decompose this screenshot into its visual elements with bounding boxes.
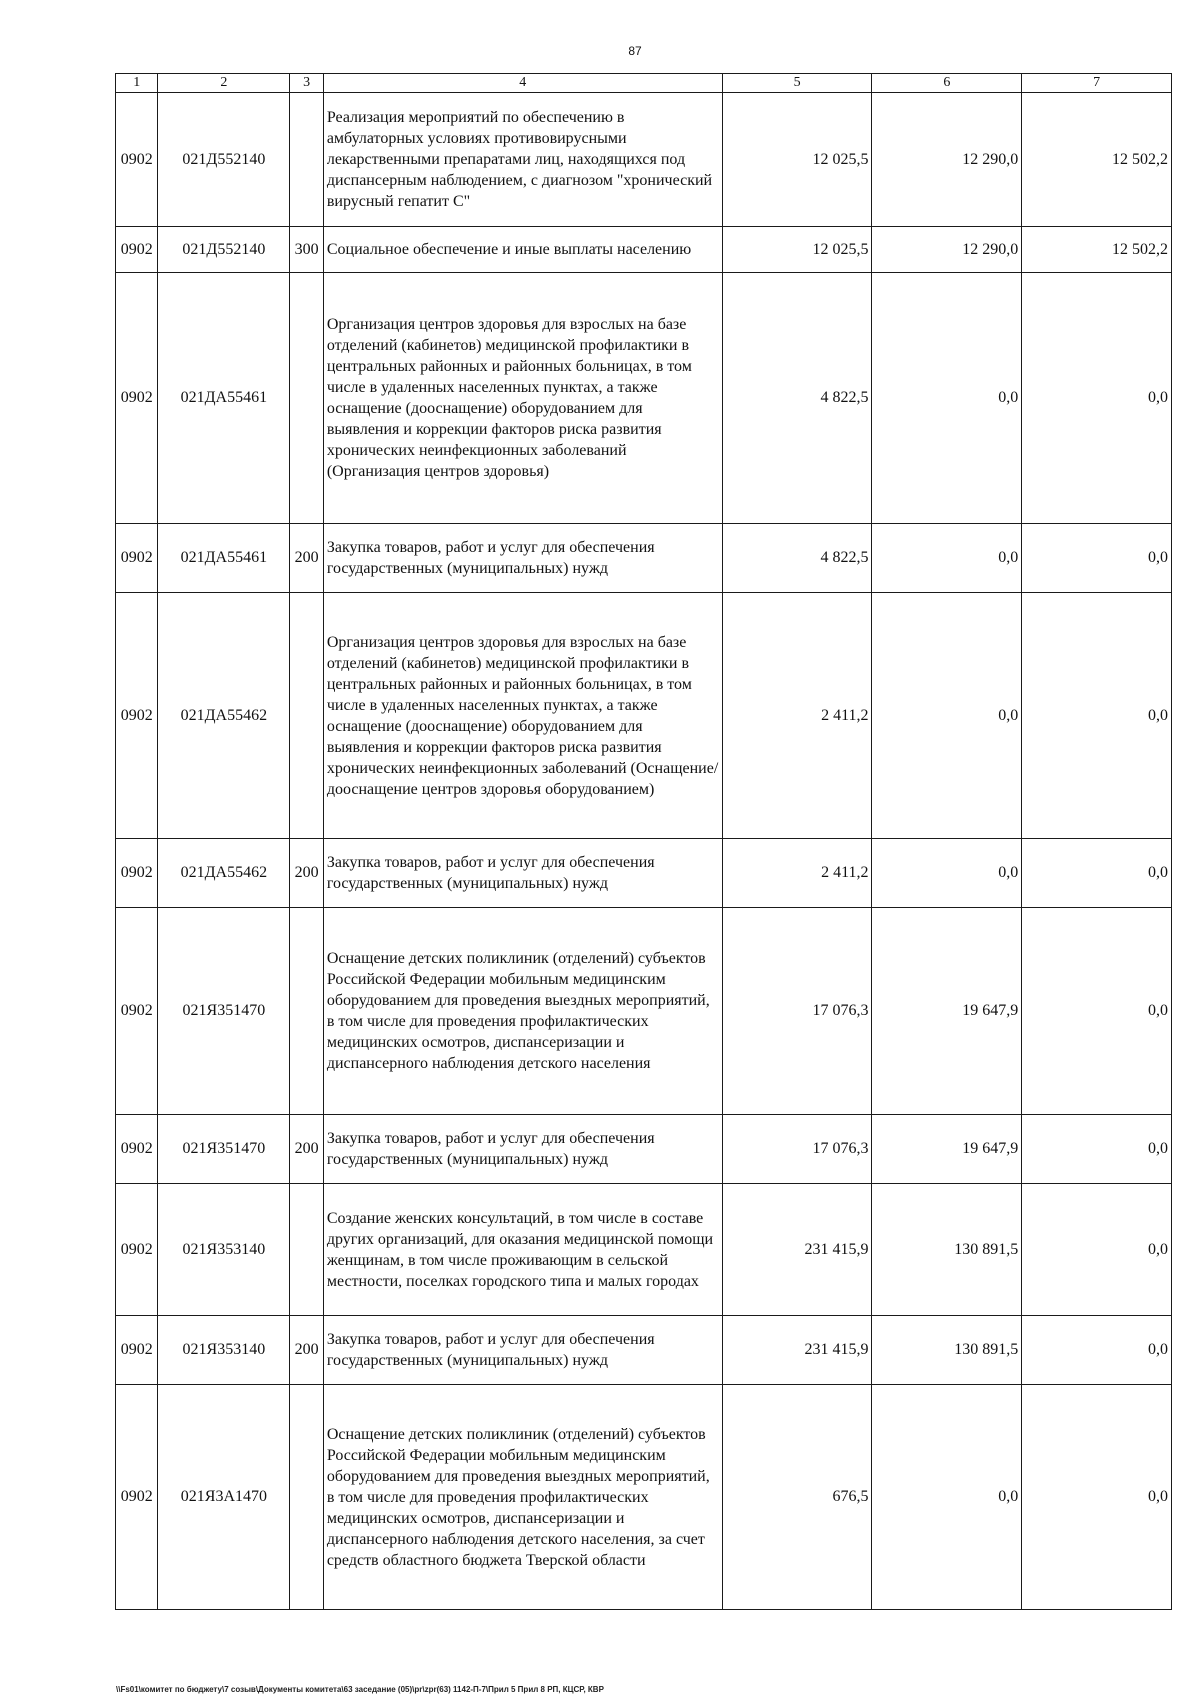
- section-cell: 0902: [116, 1316, 158, 1385]
- code-cell: 021Я351470: [158, 1115, 290, 1184]
- col-header-year3: 7: [1022, 74, 1172, 93]
- year2-cell: 0,0: [872, 839, 1022, 908]
- code-cell: 021ДА55462: [158, 593, 290, 839]
- expense-type-cell: 300: [290, 227, 324, 273]
- section-cell: 0902: [116, 93, 158, 227]
- table-row: [116, 1316, 1172, 1385]
- name-cell: Закупка товаров, работ и услуг для обеспечения государственных (муниципальных) нужд: [323, 524, 722, 593]
- year3-cell: 0,0: [1022, 839, 1172, 908]
- year2-cell: 12 290,0: [872, 93, 1022, 227]
- name-cell: Реализация мероприятий по обеспечению в амбулаторных условиях противовирусными лекарственными препаратами лиц, находящихся под диспансерным наблюдением, с диагнозом "хронический вирусный гепатит С": [323, 93, 722, 227]
- year2-cell: 19 647,9: [872, 1115, 1022, 1184]
- expense-type-cell: 200: [290, 1316, 324, 1385]
- section-cell: 0902: [116, 524, 158, 593]
- year3-cell: 0,0: [1022, 1184, 1172, 1316]
- col-header-name: 4: [323, 74, 722, 93]
- code-cell: 021Д552140: [158, 93, 290, 227]
- year3-cell: 0,0: [1022, 1316, 1172, 1385]
- code-cell: 021Я353140: [158, 1316, 290, 1385]
- year3-cell: 12 502,2: [1022, 93, 1172, 227]
- table-row: [116, 93, 1172, 227]
- year2-cell: 0,0: [872, 273, 1022, 524]
- code-cell: 021ДА55461: [158, 273, 290, 524]
- year1-cell: 231 415,9: [722, 1184, 872, 1316]
- section-cell: 0902: [116, 1184, 158, 1316]
- table-row: [116, 1115, 1172, 1184]
- name-cell: Оснащение детских поликлиник (отделений) субъектов Российской Федерации мобильным медицинским оборудованием для проведения выездных мероприятий, в том числе для проведения профилактических медицинских осмотров, диспансеризации и диспансерного наблюдения детского населения, за счет средств областного бюджета Тверской области: [323, 1385, 722, 1610]
- code-cell: 021ДА55462: [158, 839, 290, 908]
- name-cell: Организация центров здоровья для взрослых на базе отделений (кабинетов) медицинской профилактики в центральных районных и районных больницах, в том числе в удаленных населенных пунктах, а также оснащение (дооснащение) оборудованием для выявления и коррекции факторов риска развития хронических неинфекционных заболеваний (Организация центров здоровья): [323, 273, 722, 524]
- col-header-code: 2: [158, 74, 290, 93]
- table-row: [116, 839, 1172, 908]
- name-cell: Закупка товаров, работ и услуг для обеспечения государственных (муниципальных) нужд: [323, 839, 722, 908]
- year3-cell: 0,0: [1022, 273, 1172, 524]
- year3-cell: 0,0: [1022, 1115, 1172, 1184]
- col-header-year2: 6: [872, 74, 1022, 93]
- page-number: 87: [628, 44, 642, 58]
- name-cell: Закупка товаров, работ и услуг для обеспечения государственных (муниципальных) нужд: [323, 1115, 722, 1184]
- col-header-expense-type: 3: [290, 74, 324, 93]
- year1-cell: 12 025,5: [722, 93, 872, 227]
- section-cell: 0902: [116, 1385, 158, 1610]
- name-cell: Закупка товаров, работ и услуг для обеспечения государственных (муниципальных) нужд: [323, 1316, 722, 1385]
- col-header-year1: 5: [722, 74, 872, 93]
- year1-cell: 17 076,3: [722, 1115, 872, 1184]
- name-cell: Создание женских консультаций, в том числе в составе других организаций, для оказания медицинской помощи женщинам, в том числе проживающим в сельской местности, поселках городского типа и малых городах: [323, 1184, 722, 1316]
- table-row: [116, 524, 1172, 593]
- year3-cell: 0,0: [1022, 593, 1172, 839]
- code-cell: 021Я351470: [158, 908, 290, 1115]
- year2-cell: 0,0: [872, 524, 1022, 593]
- year3-cell: 12 502,2: [1022, 227, 1172, 273]
- table-row: [116, 1385, 1172, 1610]
- footer-file-path: \\Fs01\комитет по бюджету\7 созыв\Документы комитета\63 заседание (05)\pr\zpr(63) 1142-П-7\Прил 5 Прил 8 РП, КЦСР, КВР: [116, 1685, 604, 1694]
- year2-cell: 130 891,5: [872, 1316, 1022, 1385]
- year2-cell: 12 290,0: [872, 227, 1022, 273]
- year1-cell: 12 025,5: [722, 227, 872, 273]
- expense-type-cell: 200: [290, 524, 324, 593]
- name-cell: Оснащение детских поликлиник (отделений) субъектов Российской Федерации мобильным медицинским оборудованием для проведения выездных мероприятий, в том числе для проведения профилактических медицинских осмотров, диспансеризации и диспансерного наблюдения детского населения: [323, 908, 722, 1115]
- year1-cell: 2 411,2: [722, 839, 872, 908]
- year2-cell: 0,0: [872, 593, 1022, 839]
- section-cell: 0902: [116, 273, 158, 524]
- year1-cell: 4 822,5: [722, 524, 872, 593]
- col-header-section: 1: [116, 74, 158, 93]
- budget-table: [115, 73, 1172, 1610]
- name-cell: Организация центров здоровья для взрослых на базе отделений (кабинетов) медицинской профилактики в центральных районных и районных больницах, в том числе в удаленных населенных пунктах, а также оснащение (дооснащение) оборудованием для выявления и коррекции факторов риска развития хронических неинфекционных заболеваний (Оснащение/дооснащение центров здоровья оборудованием): [323, 593, 722, 839]
- expense-type-cell: [290, 593, 324, 839]
- section-cell: 0902: [116, 593, 158, 839]
- year1-cell: 231 415,9: [722, 1316, 872, 1385]
- name-cell: Социальное обеспечение и иные выплаты населению: [323, 227, 722, 273]
- expense-type-cell: [290, 1184, 324, 1316]
- expense-type-cell: [290, 1385, 324, 1610]
- year2-cell: 0,0: [872, 1385, 1022, 1610]
- section-cell: 0902: [116, 908, 158, 1115]
- year3-cell: 0,0: [1022, 908, 1172, 1115]
- year3-cell: 0,0: [1022, 1385, 1172, 1610]
- table-row: [116, 908, 1172, 1115]
- code-cell: 021Д552140: [158, 227, 290, 273]
- year1-cell: 4 822,5: [722, 273, 872, 524]
- year1-cell: 676,5: [722, 1385, 872, 1610]
- code-cell: 021Я353140: [158, 1184, 290, 1316]
- year3-cell: 0,0: [1022, 524, 1172, 593]
- year2-cell: 19 647,9: [872, 908, 1022, 1115]
- year1-cell: 2 411,2: [722, 593, 872, 839]
- section-cell: 0902: [116, 839, 158, 908]
- year1-cell: 17 076,3: [722, 908, 872, 1115]
- section-cell: 0902: [116, 1115, 158, 1184]
- expense-type-cell: [290, 908, 324, 1115]
- year2-cell: 130 891,5: [872, 1184, 1022, 1316]
- expense-type-cell: 200: [290, 1115, 324, 1184]
- code-cell: 021ДА55461: [158, 524, 290, 593]
- table-row: [116, 273, 1172, 524]
- header-row: [116, 74, 1172, 93]
- section-cell: 0902: [116, 227, 158, 273]
- expense-type-cell: [290, 273, 324, 524]
- code-cell: 021Я3А1470: [158, 1385, 290, 1610]
- expense-type-cell: 200: [290, 839, 324, 908]
- expense-type-cell: [290, 93, 324, 227]
- table-row: [116, 593, 1172, 839]
- table-row: [116, 1184, 1172, 1316]
- table-row: [116, 227, 1172, 273]
